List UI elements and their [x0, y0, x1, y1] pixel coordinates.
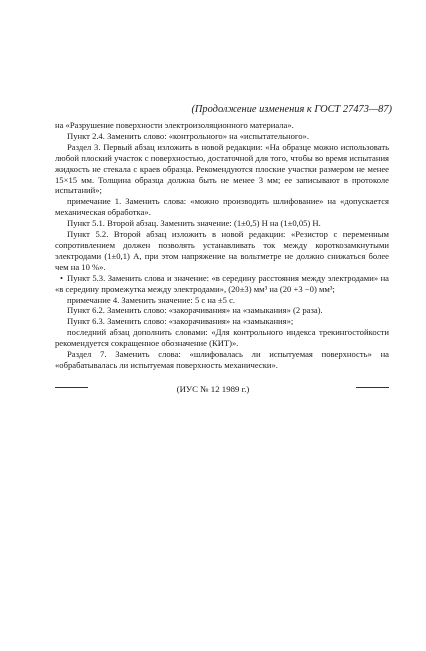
paragraph-3: Раздел 3. Первый абзац изложить в новой редакции: «На образце можно использовать любой плоский участок с поверхностью, достаточной для того, чтобы во время испытания жидкость не стекала с краев образца. Рекомендуются плоские участки размером не менее 15×15 мм. Толщина образца должна быть не менее 3 мм; ее записывают в протоколе испытаний»; — [55, 141, 389, 196]
continuation-header: (Продолжение изменения к ГОСТ 27473—87) — [191, 104, 392, 115]
amendment-text — [55, 120, 389, 371]
paragraph-11: последний абзац дополнить словами: «Для контрольного индекса трекингостойкости рекомендуется сокращенное обозначение (КИТ)». — [55, 327, 389, 349]
right-rule — [356, 387, 389, 388]
paragraph-1: на «Разрушение поверхности электроизоляционного материала». — [55, 120, 294, 130]
paragraph-10: Пункт 6.3. Заменить слово: «закорачивания» на «замыкания»; — [67, 316, 294, 327]
margin-mark: • — [60, 272, 64, 283]
paragraph-8: примечание 4. Заменить значение: 5 с на ±5 с. — [67, 294, 236, 305]
paragraph-4: примечание 1. Заменить слова: «можно производить шлифование» на «допускается механическая обработка». — [55, 196, 389, 218]
paragraph-9: Пункт 6.2. Заменить слово: «закорачивания» на «замыкания» (2 раза). — [67, 305, 323, 316]
paragraph-2: Пункт 2.4. Заменить слово: «контрольного» на «испытательного». — [67, 130, 309, 141]
ius-reference: (ИУС № 12 1989 г.) — [176, 384, 250, 394]
paragraph-7-text: Пункт 5.3. Заменить слова и значение: «в середину расстояния между электродами» на «в середину промежутка между электродами», (20±3) мм³ на (20 +3 −0) мм³; — [55, 272, 389, 294]
paragraph-6: Пункт 5.2. Второй абзац изложить в новой редакции: «Резистор с переменным сопротивлением должен позволять устанавливать ток между короткозамкнутыми электродами (1±0,1) А, при этом напряжение на вольтметре не должно снижаться более чем на 10 %». — [55, 229, 389, 272]
paragraph-12: Раздел 7. Заменить слова: «шлифовалась ли испытуемая поверхность» на «обрабатывалась ли испытуемая поверхность механически». — [55, 349, 389, 370]
paragraph-7 — [55, 273, 389, 295]
paragraph-5: Пункт 5.1. Второй абзац. Заменить значение: (1±0,5) Н на (1±0,05) Н. — [67, 218, 321, 229]
